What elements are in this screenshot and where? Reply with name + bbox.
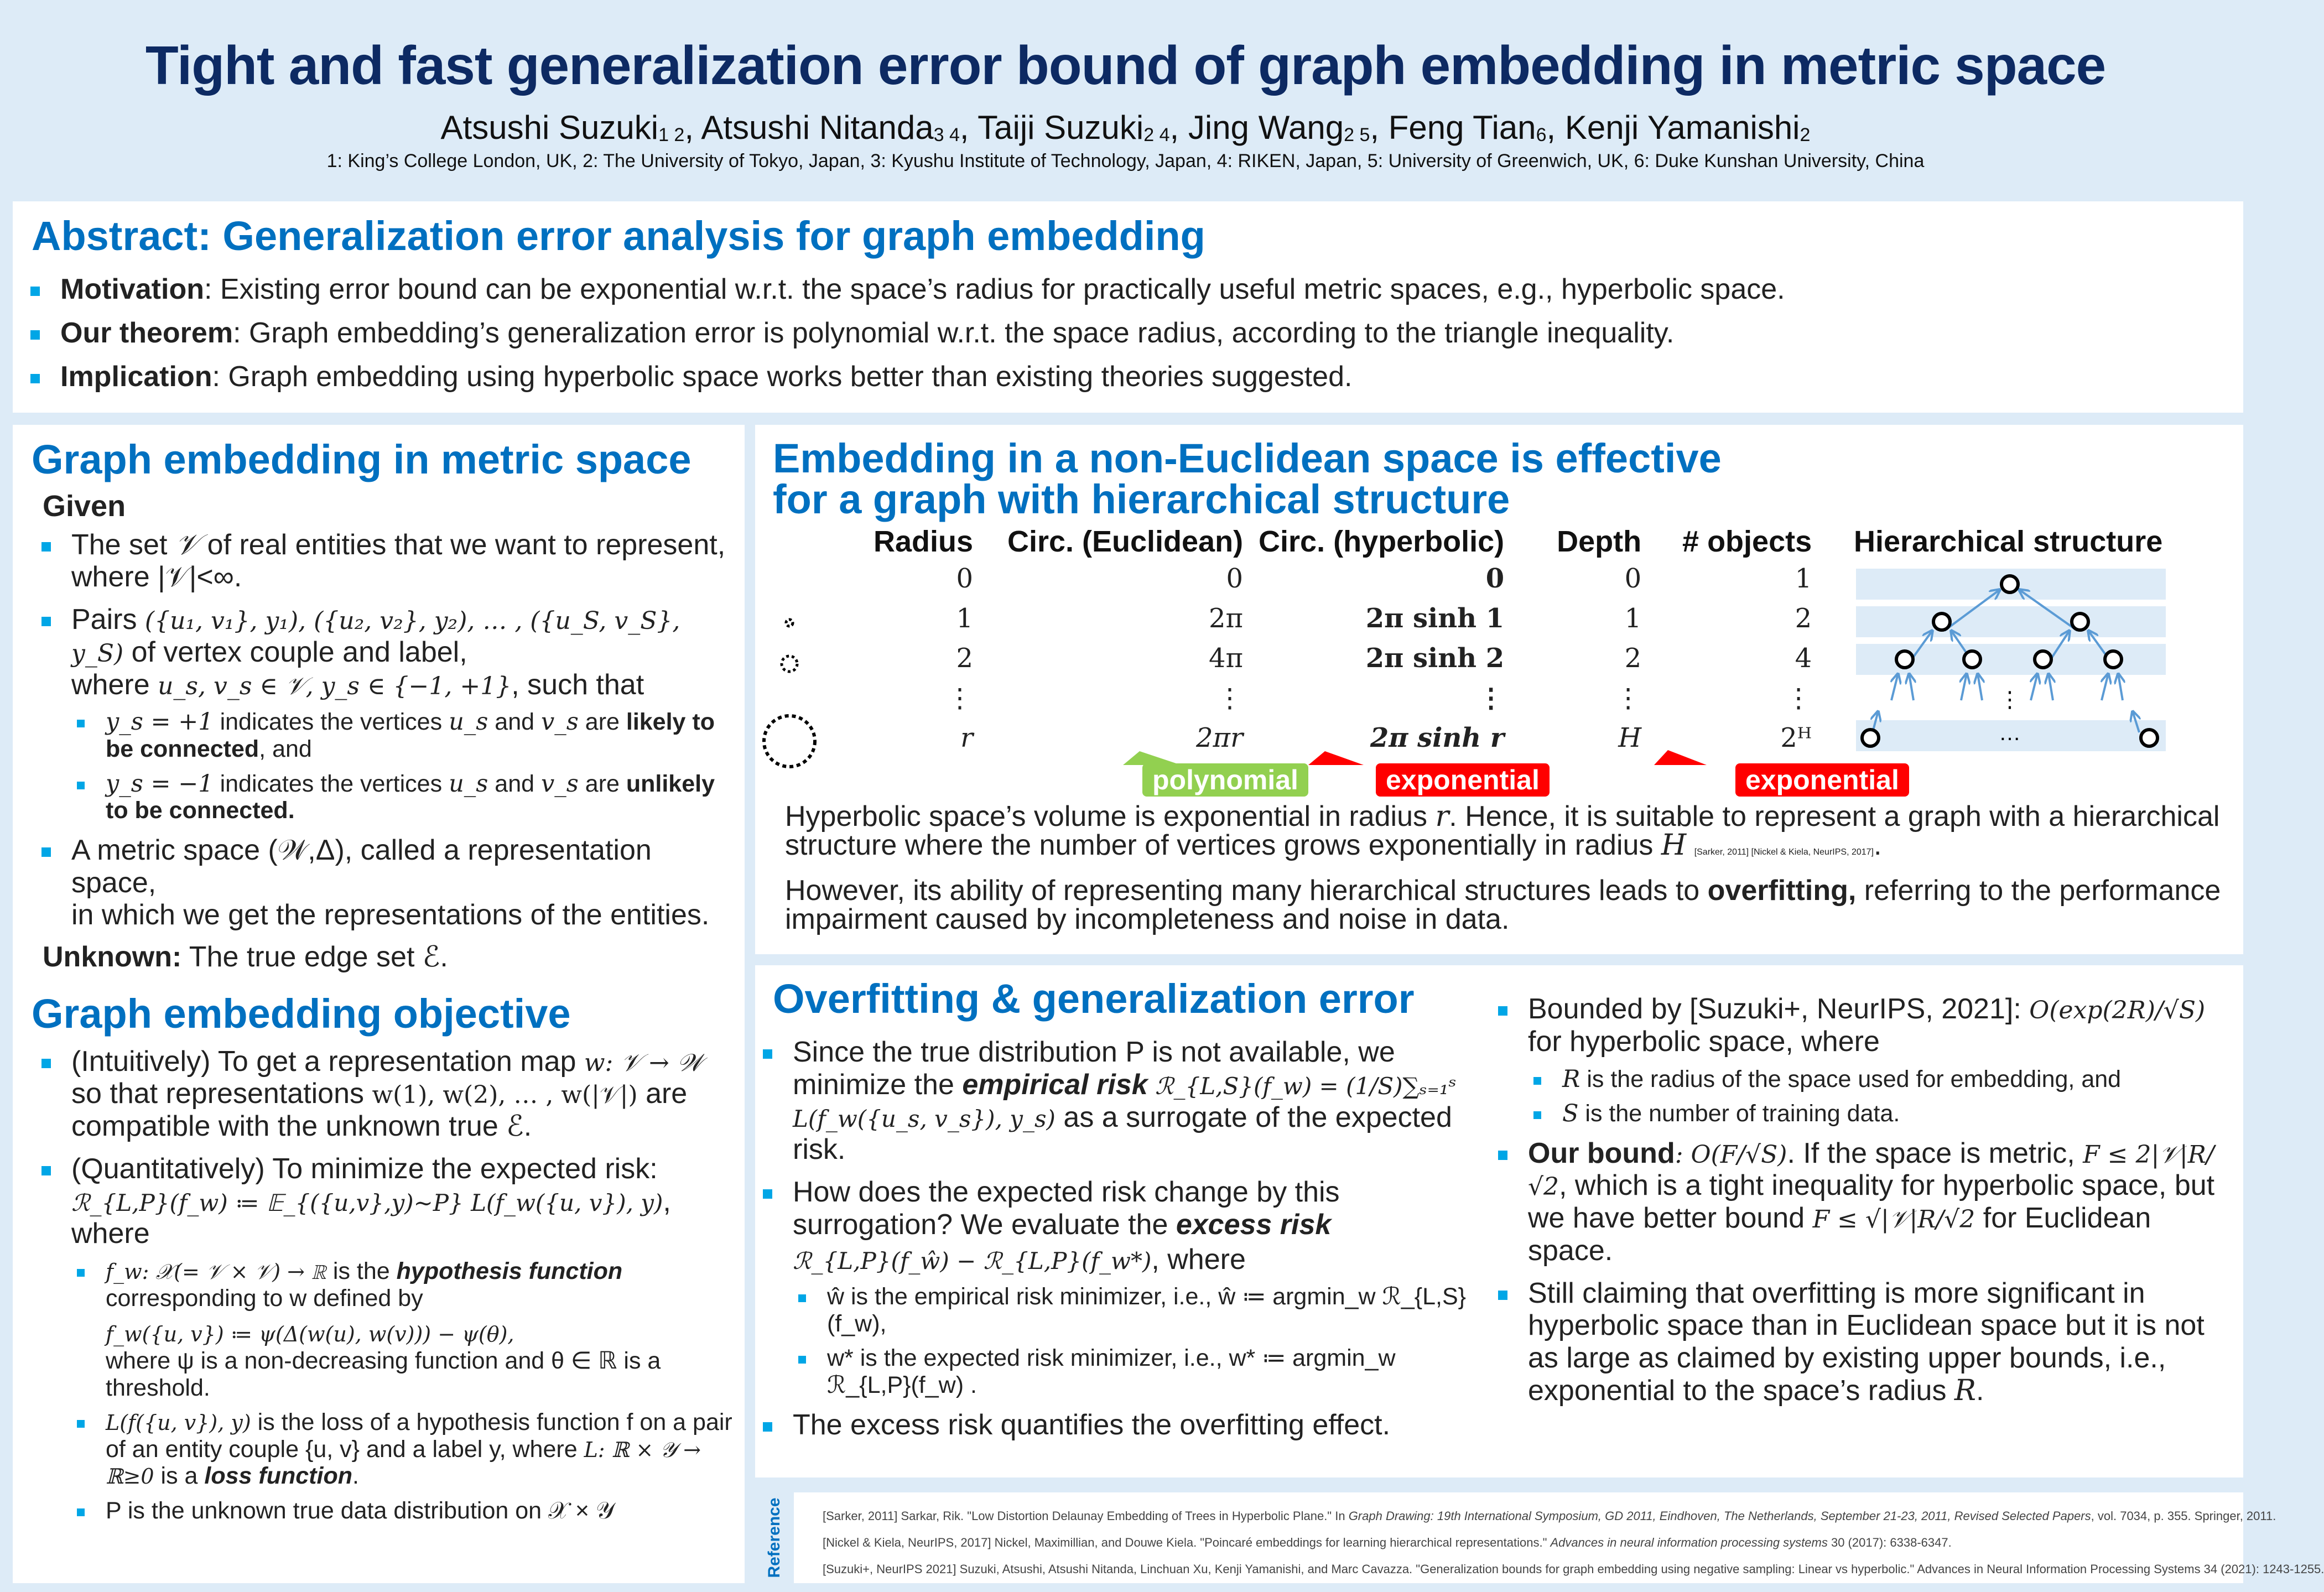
author: Taiji Suzuki xyxy=(978,109,1144,146)
math: v_s xyxy=(540,708,579,736)
cell-objects: ⋮ xyxy=(1785,683,1812,714)
text: A metric space (𝒲,Δ), called a representation space, xyxy=(71,834,652,899)
exponential-pointer-2 xyxy=(1654,750,1707,765)
text: : Graph embedding using hyperbolic space works better than existing theories suggested. xyxy=(212,360,1353,393)
text: w* is the expected risk minimizer, i.e., w* ≔ argmin_w ℛ_{L,P}(f_w) . xyxy=(827,1345,1396,1398)
exponential-tag-circ: exponential xyxy=(1376,763,1550,797)
cell-hyp: 0 xyxy=(1485,563,1505,594)
w-star-item xyxy=(787,1345,1472,1398)
text: . xyxy=(352,1463,359,1490)
col-objects: # objects xyxy=(1682,525,1812,558)
math: w(1), w(2), … , w(|𝒱|) xyxy=(372,1081,638,1110)
text: and xyxy=(488,770,541,797)
author-affiliation: 2 4 xyxy=(1143,124,1170,145)
reference-label-box xyxy=(755,1492,794,1583)
col-depth: Depth xyxy=(1557,525,1642,558)
cell-depth: 2 xyxy=(1624,643,1642,674)
text: are xyxy=(578,709,626,736)
math: ℛ_{L,S}(f_w) = (1/S)∑ₛ₌₁ˢ L(f_w({u_s, v_s}), y_s) xyxy=(793,1072,1457,1132)
text: for hyperbolic space, where xyxy=(1528,1025,1880,1058)
cell-radius: 1 xyxy=(956,603,974,634)
text: Pairs xyxy=(71,603,145,636)
math: f_w({u, v}) ≔ ψ(Δ(w(u), w(v))) − ψ(θ), xyxy=(106,1322,514,1347)
cell-objects: 2 xyxy=(1795,603,1812,634)
text: Still claiming that overfitting is more significant in hyperbolic space than in Euclidean space but it is not as large as claimed by existing upper bounds, i.e., exponential to the space’s radius xyxy=(1528,1277,2205,1407)
ref-tail: 30 (2017): 6338-6347. xyxy=(1827,1536,1952,1549)
text: in which we get the representations of the entities. xyxy=(71,899,710,932)
R-definition-item xyxy=(1522,1066,2235,1093)
ref-venue: Graph Drawing: 19th International Symposium, GD 2011, Eindhoven, The Netherlands, September 21-23, 2011, Revised Selected Papers xyxy=(1348,1509,2091,1523)
col-hierarchy: Hierarchical structure xyxy=(1854,525,2163,558)
abstract-heading: Abstract: Generalization error analysis for graph embedding xyxy=(32,213,1205,259)
objective-list xyxy=(32,1045,734,1525)
math: H xyxy=(1661,829,1687,862)
math: r xyxy=(1435,800,1449,833)
reference-item xyxy=(823,1562,2324,1577)
given-list xyxy=(32,529,734,932)
text: of real entities that we want to represent, where |𝒱|<∞. xyxy=(71,528,726,594)
polynomial-tag: polynomial xyxy=(1142,763,1308,797)
S-definition-item xyxy=(1522,1100,2235,1127)
math: L: ℝ × 𝒴 → ℝ≥0 xyxy=(106,1437,701,1489)
overfitting-panel xyxy=(755,965,2243,1477)
empirical-risk-item xyxy=(753,1036,1472,1166)
cell-euc: 0 xyxy=(1226,563,1244,594)
cell-euc: 2πr xyxy=(1196,722,1244,753)
bold: Our bound xyxy=(1528,1137,1675,1169)
math: O(exp(2R)/√S) xyxy=(2029,996,2206,1024)
cell-depth: 1 xyxy=(1624,603,1642,634)
text: where ψ is a non-decreasing function and θ ∈ ℝ is a threshold. xyxy=(106,1347,661,1401)
text: for Euclidean space. xyxy=(1528,1202,2151,1267)
label-positive xyxy=(66,709,734,762)
text: so that representations xyxy=(71,1078,372,1110)
cell-depth: 0 xyxy=(1624,563,1642,594)
our-bound-item xyxy=(1488,1137,2235,1267)
text: is the radius of the space used for embedding, and xyxy=(1580,1065,2122,1092)
text: . xyxy=(1976,1374,1984,1407)
reference-item xyxy=(823,1536,2324,1550)
tree-hdots: … xyxy=(1999,721,2021,745)
label: Our theorem xyxy=(60,316,233,349)
math: R xyxy=(1562,1065,1580,1093)
objective-intuitive xyxy=(32,1045,734,1143)
text: Hyperbolic space’s volume is exponential in radius xyxy=(785,800,1436,833)
noneuclid-para2 xyxy=(785,876,2223,934)
objective-quantitative xyxy=(32,1153,734,1524)
poster-title: Tight and fast generalization error bound of graph embedding in metric space xyxy=(145,35,2106,96)
tree-vdots: ⋮ xyxy=(1999,688,2021,712)
cell-depth: ⋮ xyxy=(1615,683,1642,714)
author: Atsushi Nitanda xyxy=(701,109,934,146)
citation: [Sarker, 2011] [Nickel & Kiela, NeurIPS, 2017] xyxy=(1694,847,1874,857)
reference-panel xyxy=(794,1492,2324,1583)
text: ŵ is the empirical risk minimizer, i.e., ŵ ≔ argmin_w ℛ_{L,S}(f_w), xyxy=(827,1283,1467,1337)
math: S xyxy=(1562,1100,1579,1128)
cell-radius: 2 xyxy=(956,643,974,674)
existing-bound-item xyxy=(1488,993,2235,1127)
text: . Hence, it is suitable to represent a graph with a hierarchical structure where the number of vertices grows exponentially in radius xyxy=(785,800,2220,861)
cell-radius: 0 xyxy=(956,563,974,594)
text: , where xyxy=(71,1185,671,1250)
text: indicates the vertices xyxy=(213,770,449,797)
reference-label: Reference xyxy=(765,1497,783,1578)
math: w: 𝒱 → 𝒲 xyxy=(584,1048,703,1077)
author-affiliation: 2 xyxy=(1800,124,1811,145)
cell-euc: 4π xyxy=(1208,643,1244,674)
non-euclidean-panel xyxy=(755,425,2243,954)
text: is the number of training data. xyxy=(1578,1100,1900,1127)
affiliations: 1: King’s College London, UK, 2: The University of Tokyo, Japan, 3: Kyushu Institute of Technology, Japan, 4: RIKEN, Japan, 5: University of Greenwich, UK, 6: Duke Kunshan University, China xyxy=(326,150,1925,171)
author-affiliation: 1 2 xyxy=(658,124,685,145)
text: (Intuitively) To get a representation map xyxy=(71,1045,584,1078)
exponential-pointer-1 xyxy=(1308,751,1364,765)
text: P is the unknown true data distribution on 𝒳 × 𝒴 xyxy=(106,1497,615,1524)
cell-hyp: 2π sinh r xyxy=(1370,722,1505,753)
excess-risk-item xyxy=(753,1176,1472,1399)
abstract-item-implication xyxy=(20,361,2222,393)
text: , such that xyxy=(511,668,644,701)
col-radius: Radius xyxy=(874,525,974,558)
cell-objects: 1 xyxy=(1795,563,1812,594)
ref-venue: Advances in neural information processing systems xyxy=(1550,1536,1828,1549)
text: and xyxy=(488,709,541,736)
label-negative xyxy=(66,771,734,824)
text: : Graph embedding’s generalization error is polynomial w.r.t. the space radius, according to the triangle inequality. xyxy=(233,316,1675,349)
text: The true edge set ℰ. xyxy=(181,941,448,973)
text: How does the expected risk change by this surrogation? We evaluate the xyxy=(793,1176,1340,1241)
abstract-item-motivation xyxy=(20,273,2222,306)
ref-tail: , vol. 7034, p. 355. Springer, 2011. xyxy=(2091,1509,2276,1523)
cell-hyp: 2π sinh 1 xyxy=(1365,603,1505,634)
bold: unlikely to be connected. xyxy=(106,770,715,824)
author: Kenji Yamanishi xyxy=(1564,109,1800,146)
overfit-left-list xyxy=(753,1026,1472,1441)
text: , and xyxy=(259,736,312,763)
author-affiliation: 6 xyxy=(1536,124,1547,145)
math: F ≤ √|𝒱|R/√2 xyxy=(1812,1205,1975,1234)
overfit-heading: Overfitting & generalization error xyxy=(773,976,1415,1022)
author-affiliation: 3 4 xyxy=(933,124,960,145)
distribution-item xyxy=(66,1497,734,1525)
label: Motivation xyxy=(60,273,204,305)
overfit-right-list xyxy=(1488,983,2235,1407)
given-item-set xyxy=(32,529,734,594)
label: Implication xyxy=(60,360,212,393)
text: where xyxy=(71,668,158,701)
ref-text: Sarkar, Rik. "Low Distortion Delaunay Embedding of Trees in Hyperbolic Plane." In xyxy=(897,1509,1349,1523)
bold: loss function xyxy=(204,1463,352,1490)
ref-key: [Nickel & Kiela, NeurIPS, 2017] xyxy=(823,1536,991,1549)
math: f_w: 𝒳(= 𝒱 × 𝒱) → ℝ xyxy=(106,1260,326,1284)
abstract-list xyxy=(20,263,2222,393)
reference-item xyxy=(823,1509,2324,1523)
cell-hyp: ⋮ xyxy=(1478,683,1505,714)
math: u_s, v_s ∈ 𝒱, y_s ∈ {−1, +1} xyxy=(158,672,512,700)
math: F ≤ 2|𝒱|R/√2 xyxy=(1528,1140,2214,1201)
cell-euc: ⋮ xyxy=(1216,683,1244,714)
text: is the loss of a hypothesis function f on a pair of an entity couple {u, v} and a label y, where xyxy=(106,1409,732,1463)
math: L(f({u, v}), y) xyxy=(106,1411,251,1435)
text: Bounded by [Suzuki+, NeurIPS, 2021]: xyxy=(1528,993,2030,1025)
text: are xyxy=(578,770,626,797)
text: . xyxy=(1874,829,1882,861)
bold: likely to be connected xyxy=(106,709,715,763)
still-claiming-item xyxy=(1488,1277,2235,1407)
cell-euc: 2π xyxy=(1208,603,1244,634)
ref-key: [Sarker, 2011] xyxy=(823,1509,898,1523)
text: However, its ability of representing many hierarchical structures leads to xyxy=(785,875,1708,907)
unknown-line xyxy=(43,940,734,974)
abstract-item-theorem xyxy=(20,317,2222,350)
exponential-tag-objects: exponential xyxy=(1735,763,1909,797)
given-item-metric xyxy=(32,834,734,932)
metric-space-panel xyxy=(13,425,745,1583)
math: ℛ_{L,P}(f_w) ≔ 𝔼_{({u,v},y)∼P} L(f_w({u, v}), y) xyxy=(71,1189,663,1216)
text: are compatible with the unknown true ℰ. xyxy=(71,1078,688,1143)
hypothesis-item xyxy=(66,1258,734,1401)
text: . If the space is metric, xyxy=(1787,1137,2083,1169)
cell-hyp: 2π sinh 2 xyxy=(1365,643,1505,674)
metric-heading: Graph embedding in metric space xyxy=(32,436,692,482)
text: The set xyxy=(71,528,175,561)
ref-key: [Suzuki+, NeurIPS 2021] xyxy=(823,1562,956,1576)
math: ℛ_{L,P}(f_ŵ) − ℛ_{L,P}(f_w*) xyxy=(793,1247,1152,1274)
given-item-pairs xyxy=(32,603,734,824)
text: , where xyxy=(1151,1243,1246,1276)
abstract-panel xyxy=(13,201,2243,413)
ref-text: Suzuki, Atsushi, Atsushi Nitanda, Linchuan Xu, Kenji Yamanishi, and Marc Cavazza. "Generalization bounds for graph embedding using negative sampling: Linear vs hyperbolic." Advances in Neural Information Processing Systems 34 (2021): 1243-1255. xyxy=(956,1562,2324,1576)
text: corresponding to w defined by xyxy=(106,1284,423,1312)
bold: excess risk xyxy=(1176,1208,1332,1241)
author: Feng Tian xyxy=(1388,109,1536,146)
text: is a xyxy=(154,1463,205,1490)
math: y_s = +1 xyxy=(106,708,214,736)
math: u_s xyxy=(449,769,488,798)
noneuclid-heading-line1: Embedding in a non-Euclidean space is effective xyxy=(773,435,1722,481)
author: Atsushi Suzuki xyxy=(440,109,659,146)
math: 𝒱 xyxy=(175,528,200,561)
loss-item xyxy=(66,1409,734,1490)
noneuclid-heading-line2: for a graph with hierarchical structure xyxy=(773,476,1510,522)
author-affiliation: 2 5 xyxy=(1344,124,1370,145)
noneuclid-para1 xyxy=(785,802,2223,860)
bold: empirical risk xyxy=(962,1068,1148,1101)
math: y_s = −1 xyxy=(106,769,214,798)
text: of vertex couple and label, xyxy=(123,636,467,668)
text: is the xyxy=(326,1258,397,1285)
bold: hypothesis function xyxy=(396,1258,623,1285)
col-circ-euclidean: Circ. (Euclidean) xyxy=(1007,525,1244,558)
cell-depth: H xyxy=(1618,722,1642,753)
col-circ-hyperbolic: Circ. (hyperbolic) xyxy=(1259,525,1505,558)
text: , which is a tight inequality for hyperbolic space, but we have better bound xyxy=(1528,1169,2215,1235)
math: ({u₁, v₁}, y₁), ({u₂, v₂}, y₂), … , ({u_S, v_S}, y_S) xyxy=(71,607,680,668)
excess-risk-quantifies-item xyxy=(753,1409,1472,1442)
author: Jing Wang xyxy=(1188,109,1344,146)
text: : Existing error bound can be exponential w.r.t. the space’s radius for practically useful metric spaces, e.g., hyperbolic space. xyxy=(204,273,1785,305)
cell-objects: 4 xyxy=(1795,643,1812,674)
bold: overfitting, xyxy=(1707,875,1857,907)
given-label: Given xyxy=(43,489,126,523)
author-list: Atsushi Suzuki$_{1 2}$, Atsushi Nitanda$_{3 4}$, Taiji Suzuki$_{2 4}$, Jing Wang$_{2 5}$, Feng Tian$_6$, Kenji Yamanishi$_2$ xyxy=(440,109,1811,146)
math: R xyxy=(1954,1374,1977,1407)
text: referring to the performance impairment caused by incompleteness and noise in data. xyxy=(785,875,2221,935)
cell-radius: r xyxy=(960,722,974,753)
cell-objects: 2ᴴ xyxy=(1780,722,1812,753)
math: v_s xyxy=(540,769,579,798)
text: Since the true distribution P is not available, we minimize the xyxy=(793,1036,1395,1101)
math: : O(F/√S) xyxy=(1675,1140,1787,1169)
label: Unknown: xyxy=(43,941,182,973)
text: The excess risk quantifies the overfitting effect. xyxy=(793,1408,1391,1441)
text: indicates the vertices xyxy=(213,709,449,736)
math: u_s xyxy=(449,708,488,736)
w-hat-item xyxy=(787,1283,1472,1337)
cell-radius: ⋮ xyxy=(947,683,974,714)
objective-heading: Graph embedding objective xyxy=(32,991,571,1037)
ref-text: Nickel, Maximillian, and Douwe Kiela. "Poincaré embeddings for learning hierarchical representations." xyxy=(991,1536,1551,1549)
text: as a surrogate of the expected risk. xyxy=(793,1101,1452,1166)
text: (Quantitatively) To minimize the expected risk: xyxy=(71,1152,658,1185)
